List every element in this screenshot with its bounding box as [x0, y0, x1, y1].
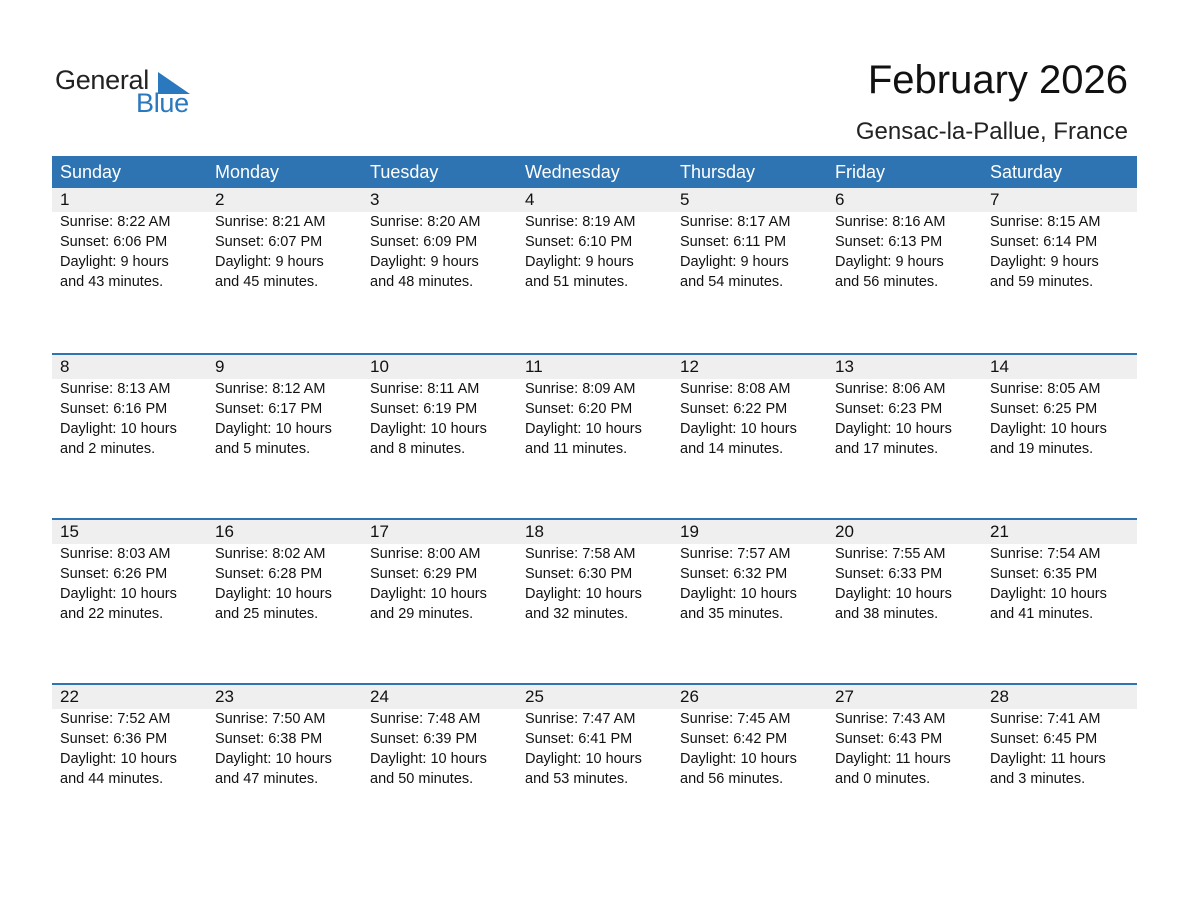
- sunrise-text: Sunrise: 7:48 AM: [370, 711, 481, 727]
- weekday-header-row: [52, 156, 1137, 188]
- sunrise-text: Sunrise: 7:54 AM: [990, 546, 1101, 562]
- week-days: [52, 188, 1137, 353]
- sunrise-text: Sunrise: 8:03 AM: [60, 546, 171, 562]
- day-cell: [362, 355, 517, 518]
- daylight-minutes-text: and 0 minutes.: [835, 771, 931, 787]
- day-number: 6: [835, 190, 845, 209]
- sunset-text: Sunset: 6:36 PM: [60, 731, 168, 747]
- calendar-grid: [52, 156, 1137, 848]
- day-number: 9: [215, 357, 225, 376]
- sunrise-text: Sunrise: 7:55 AM: [835, 546, 946, 562]
- daylight-minutes-text: and 47 minutes.: [215, 771, 319, 787]
- day-cell: [52, 188, 207, 353]
- sunrise-text: Sunrise: 7:47 AM: [525, 711, 636, 727]
- daylight-text: Daylight: 9 hours: [370, 254, 479, 270]
- day-cell: [362, 520, 517, 683]
- sunrise-text: Sunrise: 8:00 AM: [370, 546, 481, 562]
- daylight-text: Daylight: 10 hours: [215, 421, 332, 437]
- day-number: 17: [370, 522, 389, 541]
- daylight-text: Daylight: 10 hours: [370, 421, 487, 437]
- sunrise-text: Sunrise: 8:11 AM: [370, 381, 480, 397]
- sunrise-text: Sunrise: 8:20 AM: [370, 214, 481, 230]
- weekday-header: Tuesday: [370, 162, 439, 182]
- daylight-minutes-text: and 32 minutes.: [525, 606, 629, 622]
- daylight-text: Daylight: 9 hours: [680, 254, 789, 270]
- sunset-text: Sunset: 6:22 PM: [680, 401, 788, 417]
- day-cell: [672, 685, 827, 848]
- sunrise-text: Sunrise: 7:52 AM: [60, 711, 171, 727]
- sunrise-text: Sunrise: 8:09 AM: [525, 381, 636, 397]
- daylight-text: Daylight: 10 hours: [60, 751, 177, 767]
- daylight-text: Daylight: 10 hours: [215, 751, 332, 767]
- daylight-minutes-text: and 5 minutes.: [215, 441, 311, 457]
- daylight-minutes-text: and 17 minutes.: [835, 441, 939, 457]
- daylight-minutes-text: and 43 minutes.: [60, 274, 164, 290]
- sunset-text: Sunset: 6:06 PM: [60, 234, 168, 250]
- day-cell: [672, 520, 827, 683]
- day-cell: [982, 685, 1137, 848]
- sunrise-text: Sunrise: 8:06 AM: [835, 381, 946, 397]
- week-row: [52, 518, 1137, 683]
- sunset-text: Sunset: 6:07 PM: [215, 234, 323, 250]
- daylight-minutes-text: and 56 minutes.: [680, 771, 784, 787]
- sunset-text: Sunset: 6:09 PM: [370, 234, 478, 250]
- sunrise-text: Sunrise: 8:16 AM: [835, 214, 946, 230]
- sunset-text: Sunset: 6:45 PM: [990, 731, 1098, 747]
- daylight-minutes-text: and 59 minutes.: [990, 274, 1094, 290]
- sunset-text: Sunset: 6:41 PM: [525, 731, 633, 747]
- day-number: 21: [990, 522, 1009, 541]
- day-number: 27: [835, 687, 854, 706]
- daylight-minutes-text: and 14 minutes.: [680, 441, 784, 457]
- sunset-text: Sunset: 6:11 PM: [680, 234, 787, 250]
- day-cell: [517, 685, 672, 848]
- day-cell: [362, 188, 517, 353]
- weeks-container: [52, 188, 1137, 848]
- sunrise-text: Sunrise: 8:19 AM: [525, 214, 636, 230]
- day-cell: [52, 520, 207, 683]
- weekday-header: Friday: [835, 162, 886, 182]
- daylight-minutes-text: and 3 minutes.: [990, 771, 1086, 787]
- daylight-minutes-text: and 29 minutes.: [370, 606, 474, 622]
- day-number: 15: [60, 522, 79, 541]
- daylight-minutes-text: and 54 minutes.: [680, 274, 784, 290]
- sunset-text: Sunset: 6:23 PM: [835, 401, 943, 417]
- daylight-text: Daylight: 10 hours: [990, 586, 1107, 602]
- location-subtitle: Gensac-la-Pallue, France: [855, 118, 1128, 145]
- day-number: 18: [525, 522, 544, 541]
- day-number: 8: [60, 357, 70, 376]
- daylight-text: Daylight: 10 hours: [680, 751, 797, 767]
- day-cell: [517, 355, 672, 518]
- sunset-text: Sunset: 6:26 PM: [60, 566, 168, 582]
- daylight-text: Daylight: 10 hours: [215, 586, 332, 602]
- daylight-minutes-text: and 11 minutes.: [525, 441, 628, 457]
- sunset-text: Sunset: 6:30 PM: [525, 566, 633, 582]
- sunrise-text: Sunrise: 8:13 AM: [60, 381, 171, 397]
- daylight-text: Daylight: 9 hours: [990, 254, 1099, 270]
- sunrise-text: Sunrise: 7:45 AM: [680, 711, 791, 727]
- weekday-header: Wednesday: [525, 162, 620, 182]
- day-number: 23: [215, 687, 234, 706]
- day-number: 14: [990, 357, 1009, 376]
- daylight-text: Daylight: 10 hours: [370, 586, 487, 602]
- day-number: 20: [835, 522, 854, 541]
- day-number: 24: [370, 687, 389, 706]
- daylight-text: Daylight: 11 hours: [990, 751, 1106, 767]
- brand-logo: [55, 64, 195, 116]
- week-days: [52, 520, 1137, 683]
- week-row: [52, 353, 1137, 518]
- day-number: 7: [990, 190, 1000, 209]
- daylight-minutes-text: and 44 minutes.: [60, 771, 164, 787]
- daylight-text: Daylight: 10 hours: [525, 751, 642, 767]
- daylight-text: Daylight: 10 hours: [990, 421, 1107, 437]
- sunset-text: Sunset: 6:13 PM: [835, 234, 943, 250]
- day-number: 2: [215, 190, 225, 209]
- sunset-text: Sunset: 6:25 PM: [990, 401, 1098, 417]
- day-number: 19: [680, 522, 699, 541]
- day-number: 13: [835, 357, 854, 376]
- daylight-minutes-text: and 22 minutes.: [60, 606, 164, 622]
- daylight-minutes-text: and 51 minutes.: [525, 274, 629, 290]
- sunset-text: Sunset: 6:35 PM: [990, 566, 1098, 582]
- day-number: 16: [215, 522, 234, 541]
- day-number: 11: [525, 357, 543, 376]
- daylight-text: Daylight: 10 hours: [835, 421, 952, 437]
- day-cell: [517, 520, 672, 683]
- sunset-text: Sunset: 6:10 PM: [525, 234, 633, 250]
- daylight-minutes-text: and 53 minutes.: [525, 771, 629, 787]
- weekday-header: Monday: [215, 162, 280, 182]
- week-days: [52, 685, 1137, 848]
- daylight-text: Daylight: 10 hours: [525, 586, 642, 602]
- daylight-minutes-text: and 48 minutes.: [370, 274, 474, 290]
- daylight-minutes-text: and 2 minutes.: [60, 441, 156, 457]
- sunrise-text: Sunrise: 7:58 AM: [525, 546, 636, 562]
- day-cell: [827, 355, 982, 518]
- daylight-text: Daylight: 10 hours: [370, 751, 487, 767]
- day-cell: [982, 355, 1137, 518]
- day-cell: [207, 520, 362, 683]
- weekday-header: Sunday: [60, 162, 122, 182]
- daylight-minutes-text: and 8 minutes.: [370, 441, 466, 457]
- page-title: February 2026: [867, 58, 1128, 102]
- daylight-minutes-text: and 50 minutes.: [370, 771, 474, 787]
- day-number: 10: [370, 357, 389, 376]
- daylight-text: Daylight: 9 hours: [215, 254, 324, 270]
- daylight-text: Daylight: 10 hours: [835, 586, 952, 602]
- daylight-minutes-text: and 56 minutes.: [835, 274, 939, 290]
- daylight-text: Daylight: 10 hours: [680, 586, 797, 602]
- day-cell: [207, 685, 362, 848]
- logo-text-general: General: [55, 65, 149, 95]
- day-cell: [517, 188, 672, 353]
- sunset-text: Sunset: 6:20 PM: [525, 401, 633, 417]
- sunrise-text: Sunrise: 7:41 AM: [990, 711, 1101, 727]
- sunrise-text: Sunrise: 7:57 AM: [680, 546, 791, 562]
- sunset-text: Sunset: 6:16 PM: [60, 401, 168, 417]
- sunset-text: Sunset: 6:29 PM: [370, 566, 478, 582]
- sunrise-text: Sunrise: 8:08 AM: [680, 381, 791, 397]
- sunset-text: Sunset: 6:19 PM: [370, 401, 478, 417]
- day-cell: [982, 520, 1137, 683]
- sunrise-text: Sunrise: 8:02 AM: [215, 546, 326, 562]
- daylight-minutes-text: and 35 minutes.: [680, 606, 784, 622]
- week-row: [52, 188, 1137, 353]
- logo-text-blue: Blue: [136, 88, 189, 118]
- sunset-text: Sunset: 6:33 PM: [835, 566, 943, 582]
- sunrise-text: Sunrise: 7:50 AM: [215, 711, 326, 727]
- day-number: 22: [60, 687, 79, 706]
- sunset-text: Sunset: 6:14 PM: [990, 234, 1098, 250]
- day-cell: [827, 685, 982, 848]
- day-cell: [827, 188, 982, 353]
- sunrise-text: Sunrise: 8:22 AM: [60, 214, 171, 230]
- sunset-text: Sunset: 6:28 PM: [215, 566, 323, 582]
- day-number: 3: [370, 190, 380, 209]
- daylight-minutes-text: and 41 minutes.: [990, 606, 1094, 622]
- sunrise-text: Sunrise: 8:21 AM: [215, 214, 326, 230]
- daylight-minutes-text: and 19 minutes.: [990, 441, 1094, 457]
- day-cell: [362, 685, 517, 848]
- weekday-header: Saturday: [990, 162, 1063, 182]
- day-cell: [672, 188, 827, 353]
- day-number: 12: [680, 357, 699, 376]
- daylight-text: Daylight: 10 hours: [680, 421, 797, 437]
- daylight-text: Daylight: 9 hours: [835, 254, 944, 270]
- daylight-text: Daylight: 10 hours: [60, 421, 177, 437]
- sunrise-text: Sunrise: 8:12 AM: [215, 381, 326, 397]
- sunrise-text: Sunrise: 7:43 AM: [835, 711, 946, 727]
- day-number: 25: [525, 687, 544, 706]
- daylight-text: Daylight: 11 hours: [835, 751, 951, 767]
- day-cell: [827, 520, 982, 683]
- daylight-text: Daylight: 10 hours: [60, 586, 177, 602]
- week-row: [52, 683, 1137, 848]
- daylight-minutes-text: and 45 minutes.: [215, 274, 319, 290]
- daylight-text: Daylight: 9 hours: [525, 254, 634, 270]
- sunset-text: Sunset: 6:17 PM: [215, 401, 323, 417]
- sunset-text: Sunset: 6:43 PM: [835, 731, 943, 747]
- day-number: 4: [525, 190, 535, 209]
- day-number: 5: [680, 190, 690, 209]
- day-cell: [982, 188, 1137, 353]
- daylight-minutes-text: and 25 minutes.: [215, 606, 319, 622]
- sunset-text: Sunset: 6:39 PM: [370, 731, 478, 747]
- daylight-text: Daylight: 10 hours: [525, 421, 642, 437]
- day-cell: [52, 355, 207, 518]
- day-number: 1: [60, 190, 70, 209]
- day-number: 28: [990, 687, 1009, 706]
- sunset-text: Sunset: 6:38 PM: [215, 731, 323, 747]
- weekday-header: Thursday: [680, 162, 756, 182]
- day-cell: [207, 355, 362, 518]
- sunrise-text: Sunrise: 8:05 AM: [990, 381, 1101, 397]
- day-cell: [52, 685, 207, 848]
- sunset-text: Sunset: 6:32 PM: [680, 566, 788, 582]
- sunrise-text: Sunrise: 8:17 AM: [680, 214, 791, 230]
- sunset-text: Sunset: 6:42 PM: [680, 731, 788, 747]
- daylight-text: Daylight: 9 hours: [60, 254, 169, 270]
- week-days: [52, 355, 1137, 518]
- day-cell: [672, 355, 827, 518]
- day-number: 26: [680, 687, 699, 706]
- daylight-minutes-text: and 38 minutes.: [835, 606, 939, 622]
- sunrise-text: Sunrise: 8:15 AM: [990, 214, 1101, 230]
- day-cell: [207, 188, 362, 353]
